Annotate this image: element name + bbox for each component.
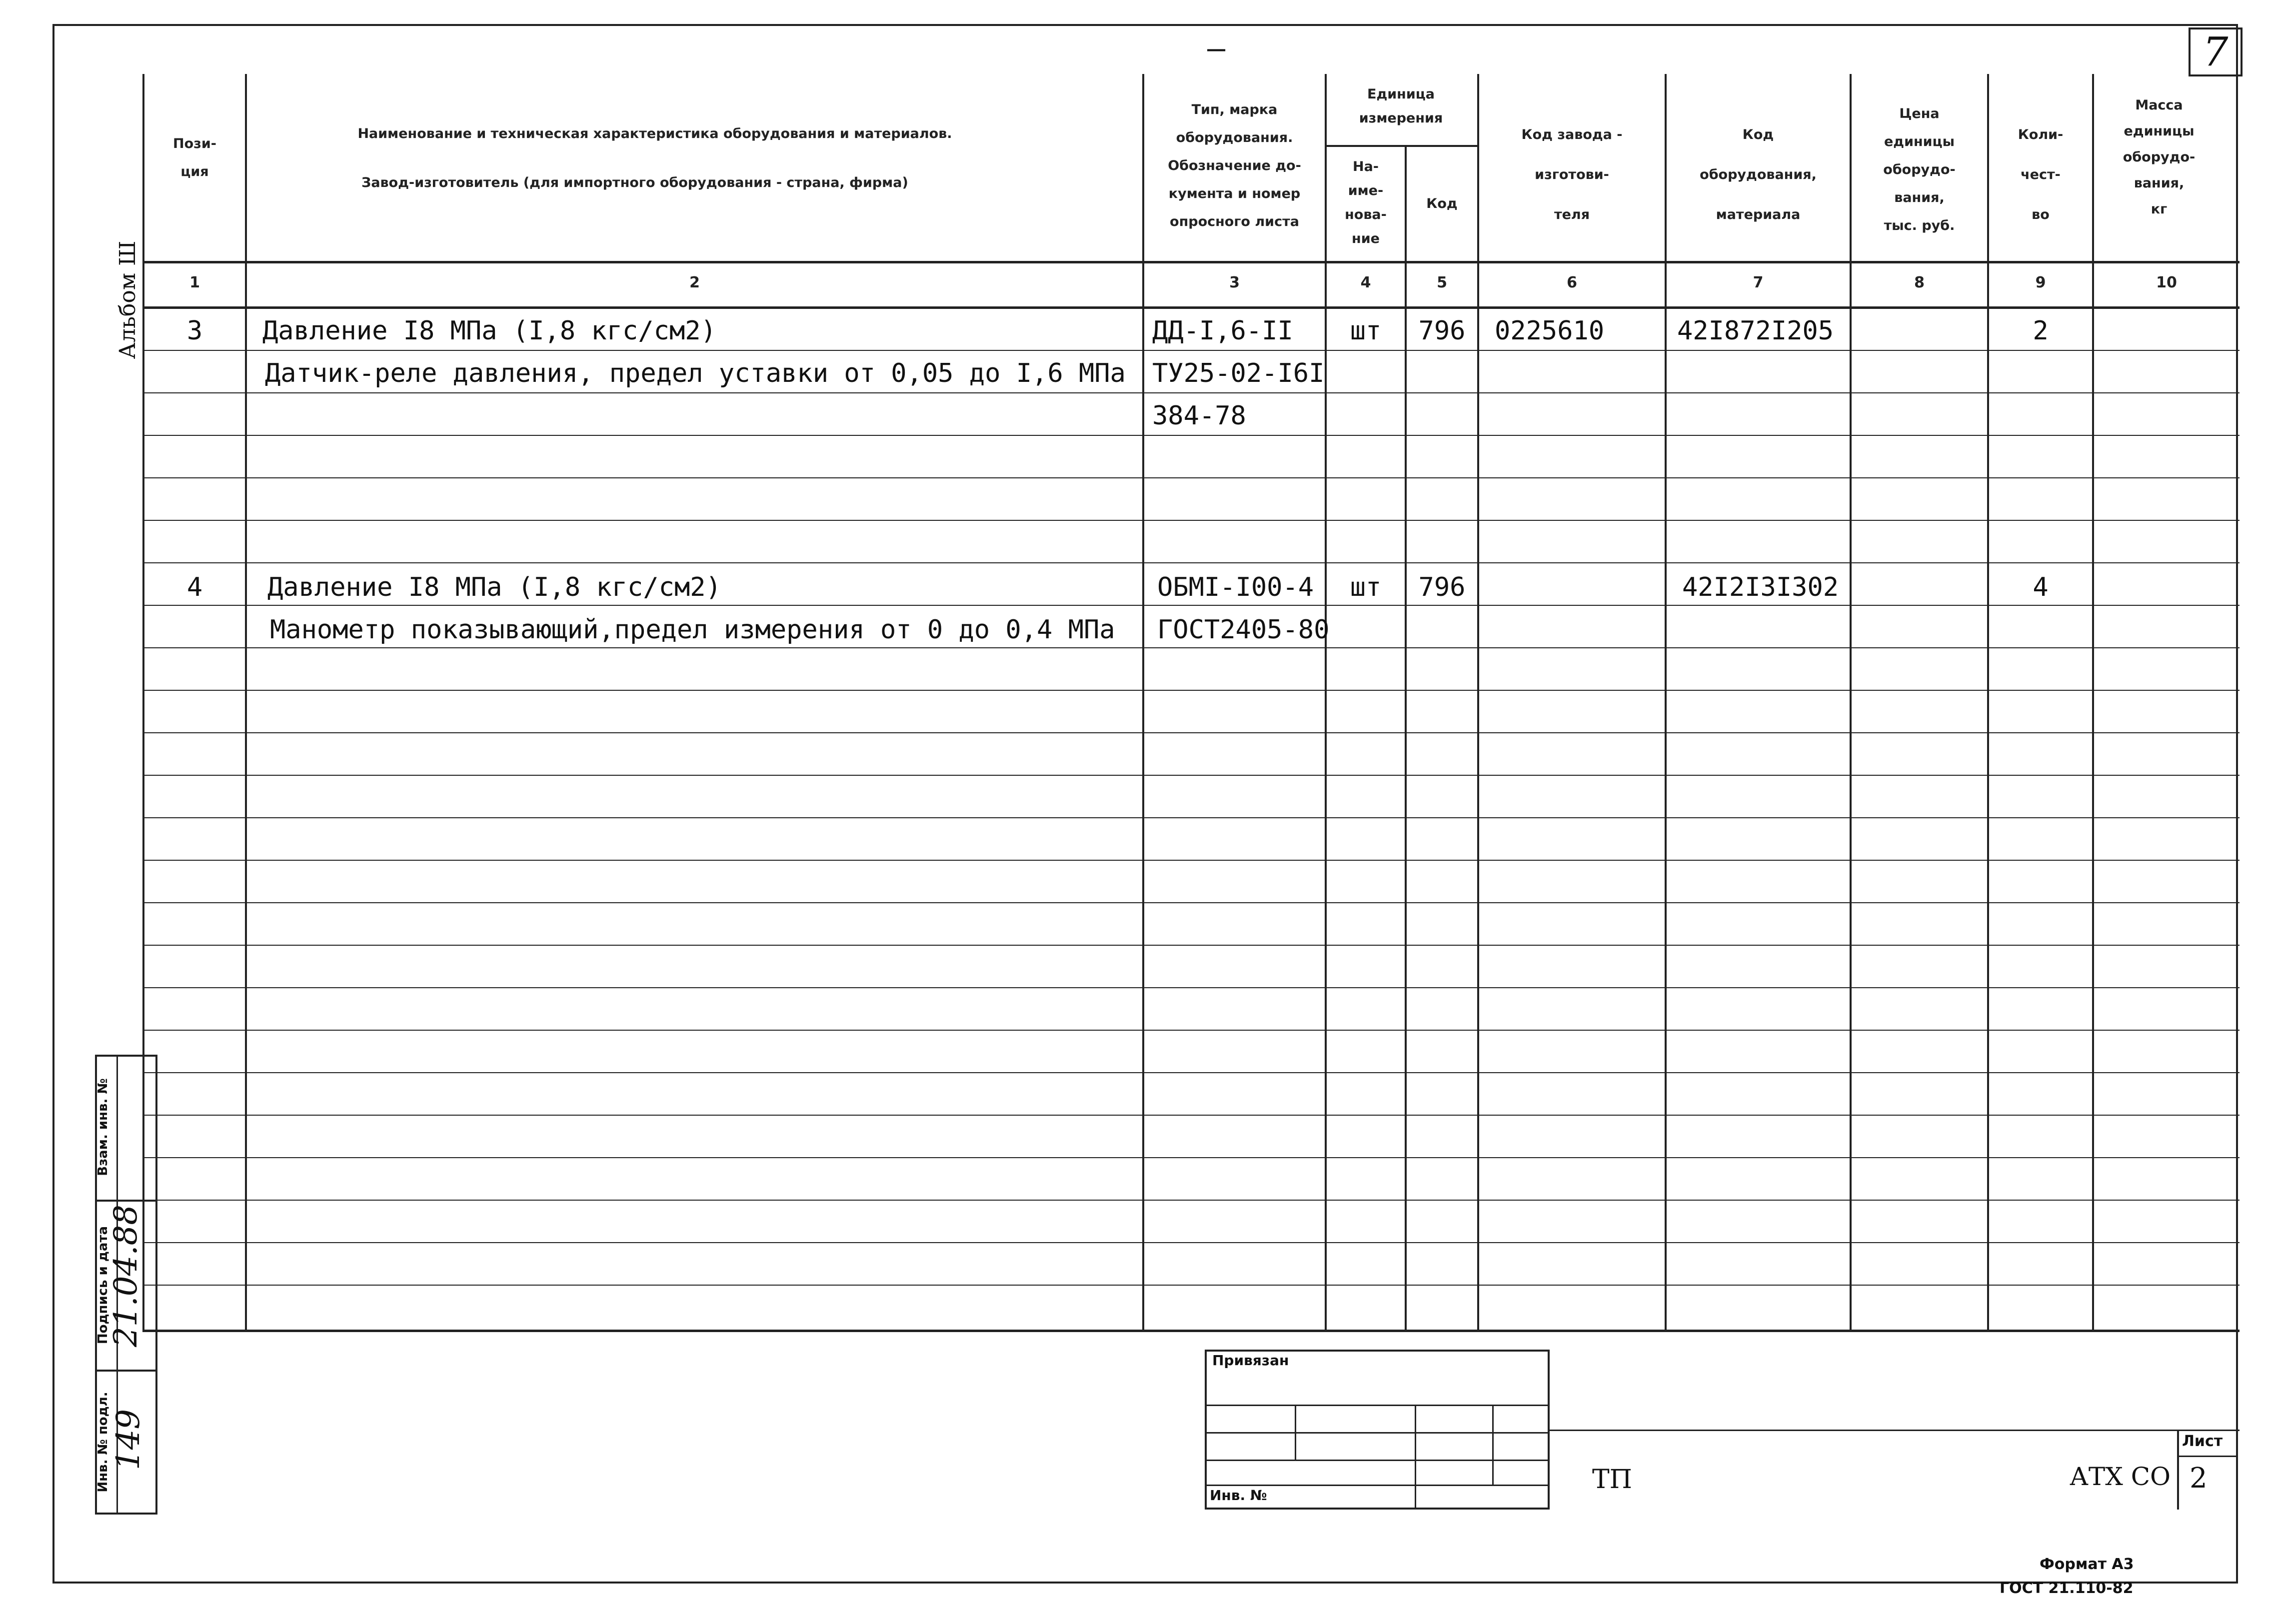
album-label: Альбом Ш (115, 240, 140, 359)
privyazan-row (1205, 1460, 1550, 1461)
header-equipment-code: Код оборудования, материала (1700, 127, 1817, 222)
col-line-6 (1477, 74, 1479, 1331)
privyazan-col (1295, 1405, 1296, 1460)
top-mark: – (1207, 31, 1226, 66)
row-line (142, 775, 2240, 776)
row-line (142, 902, 2240, 903)
privyazan-col (1492, 1405, 1494, 1485)
privyazan-row (1205, 1432, 1550, 1434)
row-type: ДД-I,6-II (1152, 316, 1293, 346)
header-unit-code: Код (1426, 196, 1458, 211)
inv-number: 149 (110, 1409, 147, 1471)
column-number: 7 (1753, 274, 1764, 291)
row-line (142, 690, 2240, 691)
row-unit: шт (1350, 572, 1382, 602)
row-type: ОБМI-I00-4 (1157, 572, 1314, 602)
col-line-3 (1142, 74, 1144, 1331)
row-position: 4 (186, 572, 203, 602)
row-line (142, 477, 2240, 478)
row-line (142, 987, 2240, 988)
col-line-8 (1850, 74, 1852, 1331)
unit-split-line (1325, 145, 1477, 147)
sheet-label: Лист (2182, 1433, 2223, 1450)
privyazan-col (1415, 1405, 1416, 1510)
inv-podl-label: Инв. № подл. (95, 1392, 110, 1493)
row-line (142, 562, 2240, 563)
header-unit-group: Единица измерения (1359, 86, 1443, 126)
row-type: 384-78 (1152, 401, 1246, 431)
row-position: 3 (186, 316, 203, 346)
header-bottom-line (142, 261, 2240, 263)
row-factory-code: 0225610 (1495, 316, 1605, 346)
column-number: 3 (1229, 274, 1240, 291)
page-number: 7 (2203, 28, 2229, 75)
document-code: АТХ СО (2070, 1462, 2171, 1491)
sheet-box-sep (2177, 1456, 2238, 1457)
row-line (142, 392, 2240, 393)
column-number: 1 (189, 274, 200, 291)
column-number: 10 (2156, 274, 2177, 291)
row-line (142, 647, 2240, 648)
col-line-10 (2092, 74, 2094, 1331)
row-line (142, 605, 2240, 606)
col-line-4 (1325, 74, 1327, 1331)
podpis-label: Подпись и дата (95, 1226, 110, 1345)
privyazan-row (1205, 1485, 1550, 1486)
row-unit-code: 796 (1418, 572, 1466, 602)
format-label: Формат А3 (2040, 1556, 2134, 1573)
row-line (142, 945, 2240, 946)
col-line-9 (1987, 74, 1989, 1331)
column-number: 2 (689, 274, 700, 291)
row-name: Манометр показывающий,предел измерения от 0 до 0,4 МПа (270, 615, 1115, 645)
tp-label: ТП (1592, 1465, 1633, 1495)
header-mass: Масса единицы оборудо- вания, кг (2123, 97, 2196, 217)
inv-no-label: Инв. № (1210, 1487, 1267, 1504)
column-number: 5 (1437, 274, 1447, 291)
row-type: ТУ25-02-I6I (1152, 358, 1325, 388)
header-type: Тип, марка оборудования. Обозначение до- кумента и номер опросного листа (1168, 102, 1301, 229)
row-line (142, 1157, 2240, 1158)
column-number: 9 (2035, 274, 2046, 291)
row-name: Давление I8 МПа (I,8 кгс/см2) (262, 316, 716, 346)
row-line (142, 1115, 2240, 1116)
row-line (142, 350, 2240, 351)
row-unit-code: 796 (1418, 316, 1466, 346)
header-unit-name: На- име- нова- ние (1345, 159, 1387, 246)
row-line (142, 860, 2240, 861)
row-type: ГОСТ2405-80 (1157, 615, 1330, 645)
column-number: 4 (1360, 274, 1371, 291)
table-frame (52, 24, 2238, 1584)
row-name: Давление I8 МПа (I,8 кгс/см2) (267, 572, 721, 602)
row-quantity: 2 (2033, 316, 2049, 346)
sheet-number: 2 (2190, 1462, 2208, 1495)
vzam-label: Взам. инв. № (95, 1078, 110, 1176)
privyazan-row (1205, 1405, 1550, 1406)
row-quantity: 4 (2033, 572, 2049, 602)
column-number: 8 (1914, 274, 1925, 291)
row-unit: шт (1350, 316, 1382, 346)
side-stamp-sep (95, 1370, 157, 1372)
row-line (142, 732, 2240, 733)
row-equipment-code: 42I872I205 (1677, 316, 1834, 346)
row-name: Датчик-реле давления, предел уставки от 0,05 до I,6 МПа (265, 358, 1126, 388)
signature-date: 21.04.88 (107, 1205, 144, 1347)
colnum-bottom-line (142, 306, 2240, 309)
row-line (142, 817, 2240, 818)
header-position: Пози- ция (173, 136, 216, 179)
row-line (142, 520, 2240, 521)
col-line-7 (1665, 74, 1667, 1331)
table-bottom-line (142, 1330, 2240, 1332)
row-line (142, 435, 2240, 436)
header-quantity: Коли- чест- во (2018, 127, 2064, 222)
row-line (142, 1200, 2240, 1201)
col-line-2 (245, 74, 247, 1331)
title-block-line (1550, 1430, 2240, 1431)
header-name-line2: Завод-изготовитель (для импортного оборудования - страна, фирма) (361, 175, 908, 190)
column-number: 6 (1567, 274, 1577, 291)
side-stamp-sep (95, 1200, 157, 1202)
privyazan-label: Привязан (1212, 1352, 1289, 1369)
row-line (142, 1242, 2240, 1243)
row-line (142, 1285, 2240, 1286)
header-price: Цена единицы оборудо- вания, тыс. руб. (1883, 106, 1956, 233)
row-line (142, 1072, 2240, 1073)
header-factory-code: Код завода - изготови- теля (1521, 127, 1623, 222)
row-line (142, 1030, 2240, 1031)
header-name-line1: Наименование и техническая характеристика оборудования и материалов. (357, 126, 952, 141)
gost-label: ГОСТ 21.110-82 (2000, 1580, 2134, 1597)
row-equipment-code: 42I2I3I302 (1682, 572, 1839, 602)
